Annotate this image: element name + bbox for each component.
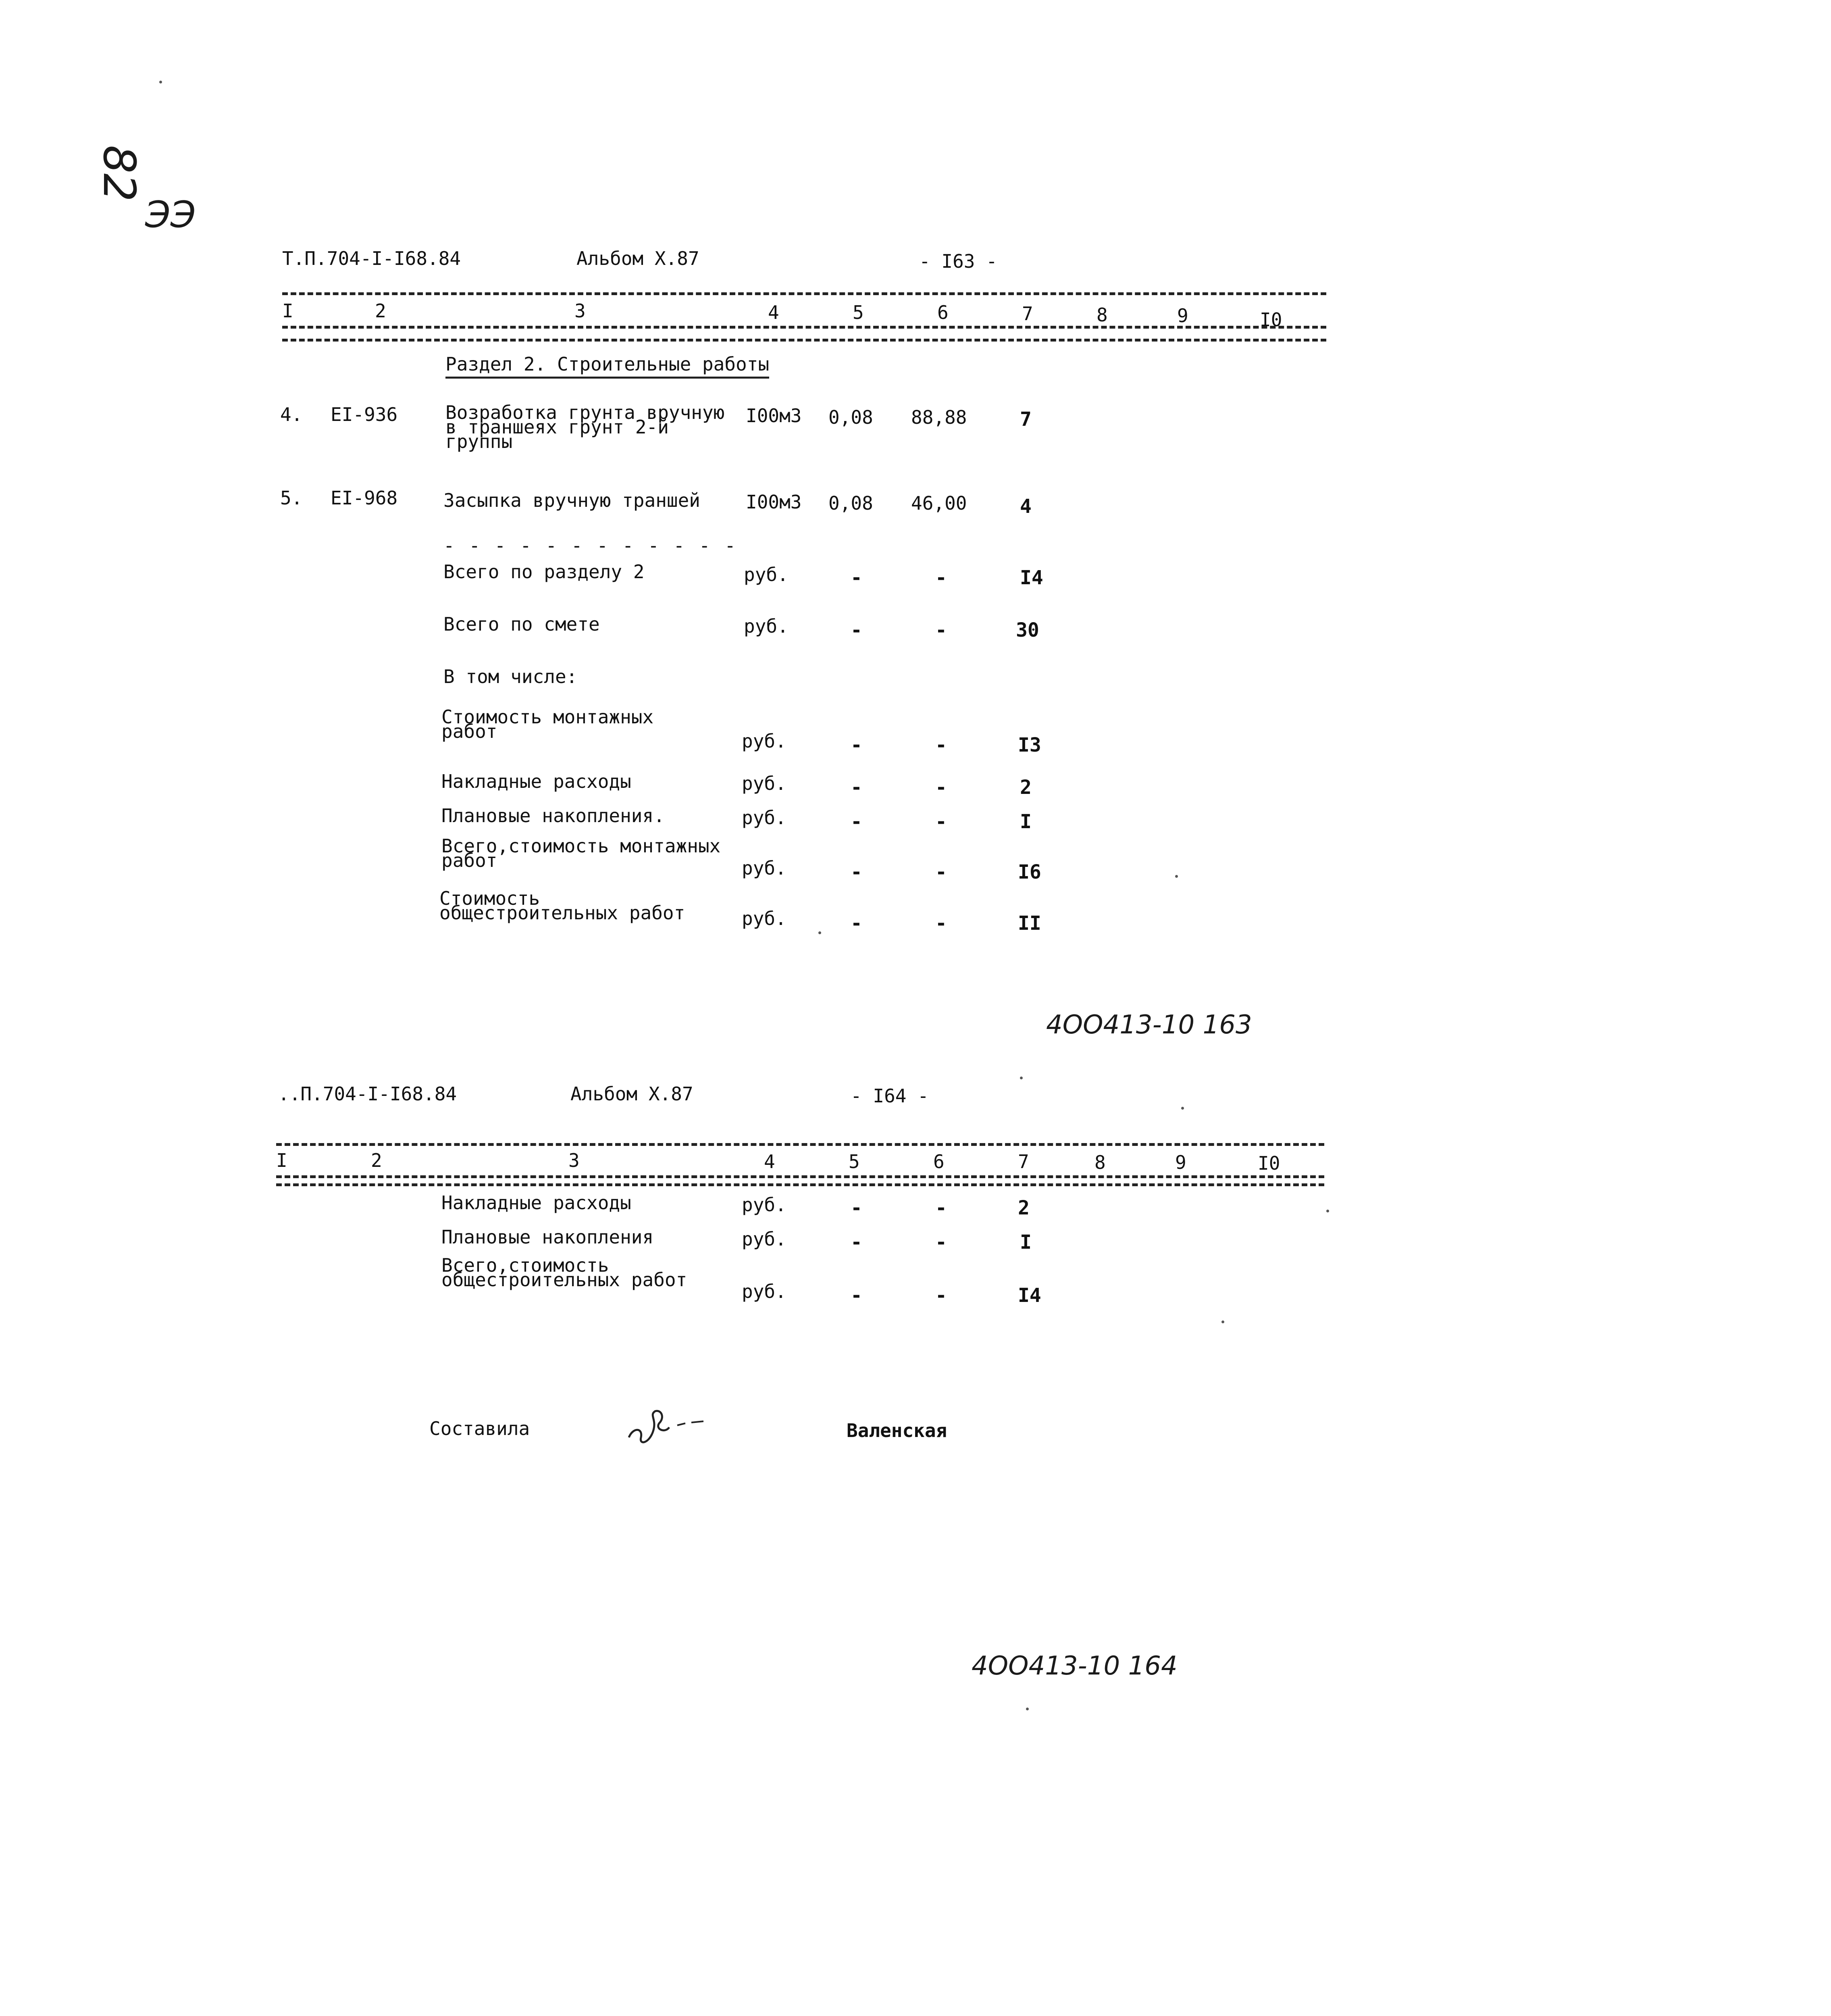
total-label: Всего по смете: [443, 613, 600, 635]
row-qty: 0,08: [828, 492, 873, 514]
corner-mark-line1: 82: [94, 145, 145, 202]
total-col6: -: [935, 566, 947, 589]
archive-stamp: 4ОО413-10 163: [1046, 1010, 1252, 1040]
col-6: 6: [937, 302, 949, 323]
total-unit: руб.: [744, 615, 789, 637]
signature-label: Составила: [429, 1418, 530, 1439]
breakdown-label: Плановые накопления.: [441, 805, 665, 827]
col-5: 5: [849, 1151, 860, 1173]
including-label: В том числе:: [443, 666, 578, 687]
breakdown-label: Стоимость монтажных работ: [441, 706, 654, 742]
corner-page-mark: [94, 145, 145, 202]
breakdown-label: Накладные расходы: [441, 771, 631, 792]
scan-speck: [1026, 1708, 1029, 1710]
archive-stamp: 4ОО413-10 164: [972, 1651, 1178, 1681]
corner-mark-line2: ЭЭ: [145, 194, 196, 236]
breakdown-label: Всего,стоимость общестроительных работ: [441, 1254, 687, 1291]
breakdown-label: Накладные расходы: [441, 1192, 631, 1214]
breakdown-value: 2: [1020, 776, 1032, 799]
breakdown-value: I3: [1018, 734, 1041, 756]
row-price: 46,00: [911, 492, 967, 514]
breakdown-unit: руб.: [742, 1194, 786, 1216]
breakdown-col5: -: [851, 1231, 862, 1254]
scan-speck: [1175, 875, 1178, 878]
breakdown-col6: -: [935, 1231, 947, 1254]
breakdown-col5: -: [851, 912, 862, 935]
header-rule-top: [276, 1143, 1324, 1146]
breakdown-col5: -: [851, 734, 862, 756]
row-total: 7: [1020, 408, 1032, 431]
scan-speck: [1326, 1210, 1329, 1212]
col-4: 4: [764, 1151, 775, 1173]
scan-speck: [818, 931, 821, 934]
total-value: 30: [1016, 619, 1039, 641]
col-3: 3: [574, 300, 586, 322]
doc-code: ..П.704-I-I68.84: [278, 1083, 457, 1105]
breakdown-unit: руб.: [742, 773, 786, 794]
total-unit: руб.: [744, 564, 789, 585]
breakdown-unit: руб.: [742, 807, 786, 829]
col-2: 2: [375, 300, 386, 322]
header-rule-bottom-2: [276, 1183, 1324, 1186]
header-rule-bottom: [282, 326, 1326, 329]
row-price: 88,88: [911, 406, 967, 428]
breakdown-col6: -: [935, 734, 947, 756]
header-rule-top: [282, 292, 1326, 295]
row-number: 4.: [280, 404, 303, 425]
album-label: Альбом Х.87: [570, 1083, 693, 1105]
corner-page-mark-2: [145, 194, 196, 236]
header-rule-bottom-2: [282, 339, 1326, 342]
breakdown-col6: -: [935, 1284, 947, 1307]
breakdown-unit: руб.: [742, 908, 786, 929]
page-number: - I64 -: [851, 1085, 929, 1107]
header-rule-bottom: [276, 1175, 1324, 1178]
scan-speck: [1181, 1107, 1184, 1110]
col-7: 7: [1022, 303, 1033, 325]
breakdown-col5: -: [851, 776, 862, 799]
total-col6: -: [935, 619, 947, 641]
breakdown-value: I6: [1018, 861, 1041, 883]
breakdown-label: Всего,стоимость монтажных работ: [441, 835, 721, 871]
breakdown-value: I: [1020, 1231, 1032, 1254]
col-7: 7: [1018, 1151, 1029, 1173]
col-4: 4: [768, 302, 779, 323]
col-5: 5: [853, 302, 864, 323]
total-value: I4: [1020, 566, 1043, 589]
doc-code: Т.П.704-I-I68.84: [282, 248, 461, 269]
breakdown-col6: -: [935, 776, 947, 799]
col-1: I: [276, 1150, 287, 1171]
col-8: 8: [1094, 1152, 1106, 1173]
breakdown-col6: -: [935, 810, 947, 833]
total-col5: -: [851, 566, 862, 589]
col-10: I0: [1260, 309, 1282, 331]
breakdown-col6: -: [935, 912, 947, 935]
section-title: Раздел 2. Строительные работы: [445, 355, 769, 379]
col-1: I: [282, 300, 293, 322]
breakdown-col6: -: [935, 1197, 947, 1219]
scan-speck: [1221, 1320, 1224, 1323]
row-unit: I00м3: [746, 491, 802, 513]
handwritten-signature: [621, 1399, 714, 1452]
row-name: Возработка грунта вручную в траншеях грунт 2-й группы: [445, 402, 725, 452]
breakdown-label: Стоимость общестроительных работ: [439, 887, 685, 924]
row-qty: 0,08: [828, 406, 873, 428]
scan-speck: [1020, 1077, 1023, 1079]
total-col5: -: [851, 619, 862, 641]
breakdown-unit: руб.: [742, 730, 786, 752]
breakdown-value: I4: [1018, 1284, 1041, 1307]
breakdown-col5: -: [851, 810, 862, 833]
breakdown-col5: -: [851, 1284, 862, 1307]
signatory-name: Валенская: [847, 1420, 947, 1441]
page-number: - I63 -: [919, 250, 997, 272]
row-number: 5.: [280, 487, 303, 509]
breakdown-unit: руб.: [742, 1281, 786, 1302]
row-unit: I00м3: [746, 405, 802, 427]
col-8: 8: [1097, 304, 1108, 326]
breakdown-col5: -: [851, 1197, 862, 1219]
col-10: I0: [1258, 1152, 1280, 1174]
row-code: EI-936: [331, 404, 398, 425]
row-total: 4: [1020, 495, 1032, 518]
row-name: Засыпка вручную траншей: [443, 489, 700, 511]
breakdown-value: 2: [1018, 1197, 1030, 1219]
breakdown-unit: руб.: [742, 1228, 786, 1250]
breakdown-label: Плановые накопления: [441, 1226, 654, 1248]
breakdown-col5: -: [851, 861, 862, 883]
total-label: Всего по разделу 2: [443, 561, 645, 583]
breakdown-value: II: [1018, 912, 1041, 935]
breakdown-value: I: [1020, 810, 1032, 833]
breakdown-col6: -: [935, 861, 947, 883]
col-9: 9: [1175, 1152, 1186, 1173]
subtotal-separator: - - - - - - - - - - - -: [443, 535, 737, 556]
col-2: 2: [371, 1150, 382, 1171]
album-label: Альбом Х.87: [576, 248, 699, 269]
col-3: 3: [568, 1150, 580, 1171]
breakdown-unit: руб.: [742, 857, 786, 879]
col-6: 6: [933, 1151, 945, 1173]
row-code: EI-968: [331, 487, 398, 509]
col-9: 9: [1177, 305, 1188, 327]
scan-speck: [159, 81, 162, 83]
